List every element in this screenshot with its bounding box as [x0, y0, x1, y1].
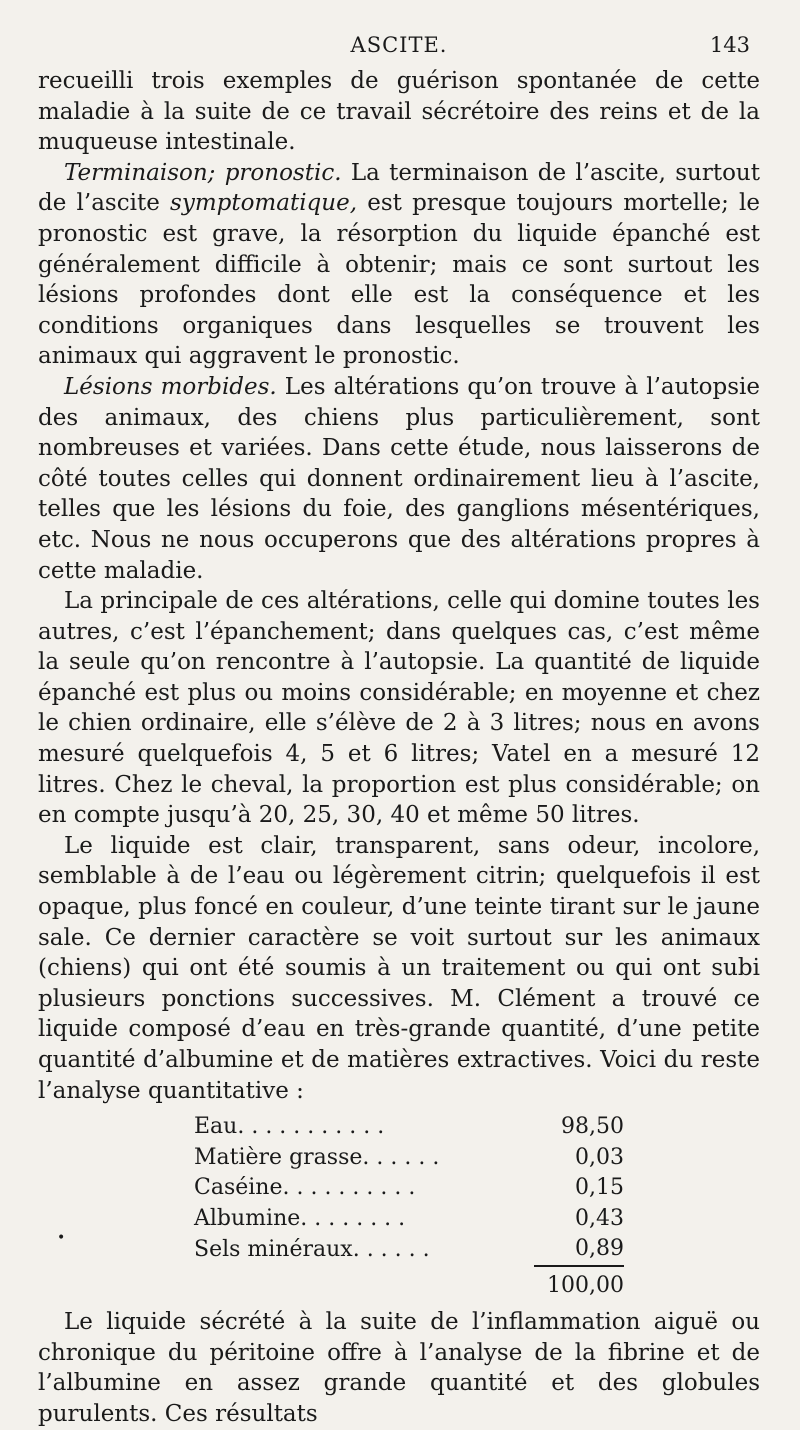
component-value: 0,03	[575, 1144, 624, 1170]
paragraph-text: est presque toujours mortelle; le pronostic est grave, la résorption du liquide épanché est généralement difficile à obtenir; mais ce sont surtout les lésions profondes dont elle est la conséquence et les conditions organiques dans lesquelles se trouvent les animaux qui aggravent le pronostic.	[38, 190, 760, 370]
component-label: Caséine. . . . . . . . . .	[194, 1175, 416, 1201]
component-value: 98,50	[561, 1114, 624, 1140]
table-row	[194, 1112, 624, 1143]
paragraph-terminaison	[38, 158, 760, 372]
table-row	[194, 1204, 624, 1235]
paragraph-liquide: Le liquide est clair, transparent, sans odeur, incolore, semblable à de l’eau ou légèrement citrin; quelquefois il est opaque, plus foncé en couleur, d’une teinte tirant sur le jaune sale. Ce dernier caractère se voit surtout sur les animaux (chiens) qui ont été soumis à un traitement ou qui ont subi plusieurs ponctions successives. M. Clément a trouvé ce liquide composé d’eau en très-grande quantité, d’une petite quantité d’albumine et de matières extractives. Voici du reste l’analyse quantitative :	[38, 832, 760, 1104]
chapter-title: ASCITE.	[350, 33, 448, 57]
component-label: Sels minéraux. . . . . .	[194, 1236, 430, 1262]
stray-bullet-mark: •	[57, 1230, 66, 1246]
paragraph-text: La terminaison de l’ascite, surtout de l’ascite	[38, 159, 760, 217]
total-value: 100,00	[534, 1266, 624, 1302]
component-label: Eau. . . . . . . . . . .	[194, 1114, 385, 1140]
component-label: Albumine. . . . . . . .	[194, 1205, 406, 1231]
section-lead-terminaison: Terminaison; pronostic.	[64, 159, 342, 186]
paragraph-lesions	[38, 372, 760, 586]
table-total-row	[194, 1266, 624, 1302]
component-value: 0,43	[575, 1205, 624, 1231]
page-number: 143	[709, 33, 750, 57]
analysis-table	[194, 1112, 624, 1301]
paragraph-text: Les altérations qu’on trouve à l’autopsie des animaux, des chiens plus particulièrement, sont nombreuses et variées. Dans cette étude, nous laisserons de côté toutes celles qui donnent ordinairement lieu à l’ascite, telles que les lésions du foie, des ganglions mésentériques, etc. Nous ne nous occuperons que des altérations propres à cette maladie.	[38, 373, 760, 584]
component-label: Matière grasse. . . . . .	[194, 1144, 440, 1170]
body-text	[38, 66, 760, 1430]
table-row	[194, 1143, 624, 1174]
table-row	[194, 1173, 624, 1204]
component-value: 0,15	[575, 1175, 624, 1201]
component-value: 0,89	[575, 1236, 624, 1262]
section-lead-lesions: Lésions morbides.	[64, 373, 277, 400]
paragraph-epanchement: La principale de ces altérations, celle qui domine toutes les autres, c’est l’épanchement; dans quelques cas, c’est même la seule qu’on rencontre à l’autopsie. La quantité de liquide épanché est plus ou moins considérable; en moyenne et chez le chien ordinaire, elle s’élève de 2 à 3 litres; nous en avons mesuré quelquefois 4, 5 et 6 litres; Vatel en a mesuré 12 litres. Chez le cheval, la proportion est plus considérable; on en compte jusqu’à 20, 25, 30, 40 et même 50 litres.	[38, 588, 760, 829]
paragraph-final: Le liquide sécrété à la suite de l’inflammation aiguë ou chronique du péritoine offre à l’analyse de la fibrine et de l’albumine en assez grande quantité et des globules purulents. Ces résultats	[38, 1309, 760, 1427]
table-row	[194, 1234, 624, 1266]
paragraph-continuation: recueilli trois exemples de guérison spontanée de cette maladie à la suite de ce travail sécrétoire des reins et de la muqueuse intestinale.	[38, 68, 760, 156]
emphasis-symptomatique: symptomatique,	[170, 190, 358, 217]
book-page	[38, 30, 760, 1430]
running-head	[38, 30, 760, 66]
